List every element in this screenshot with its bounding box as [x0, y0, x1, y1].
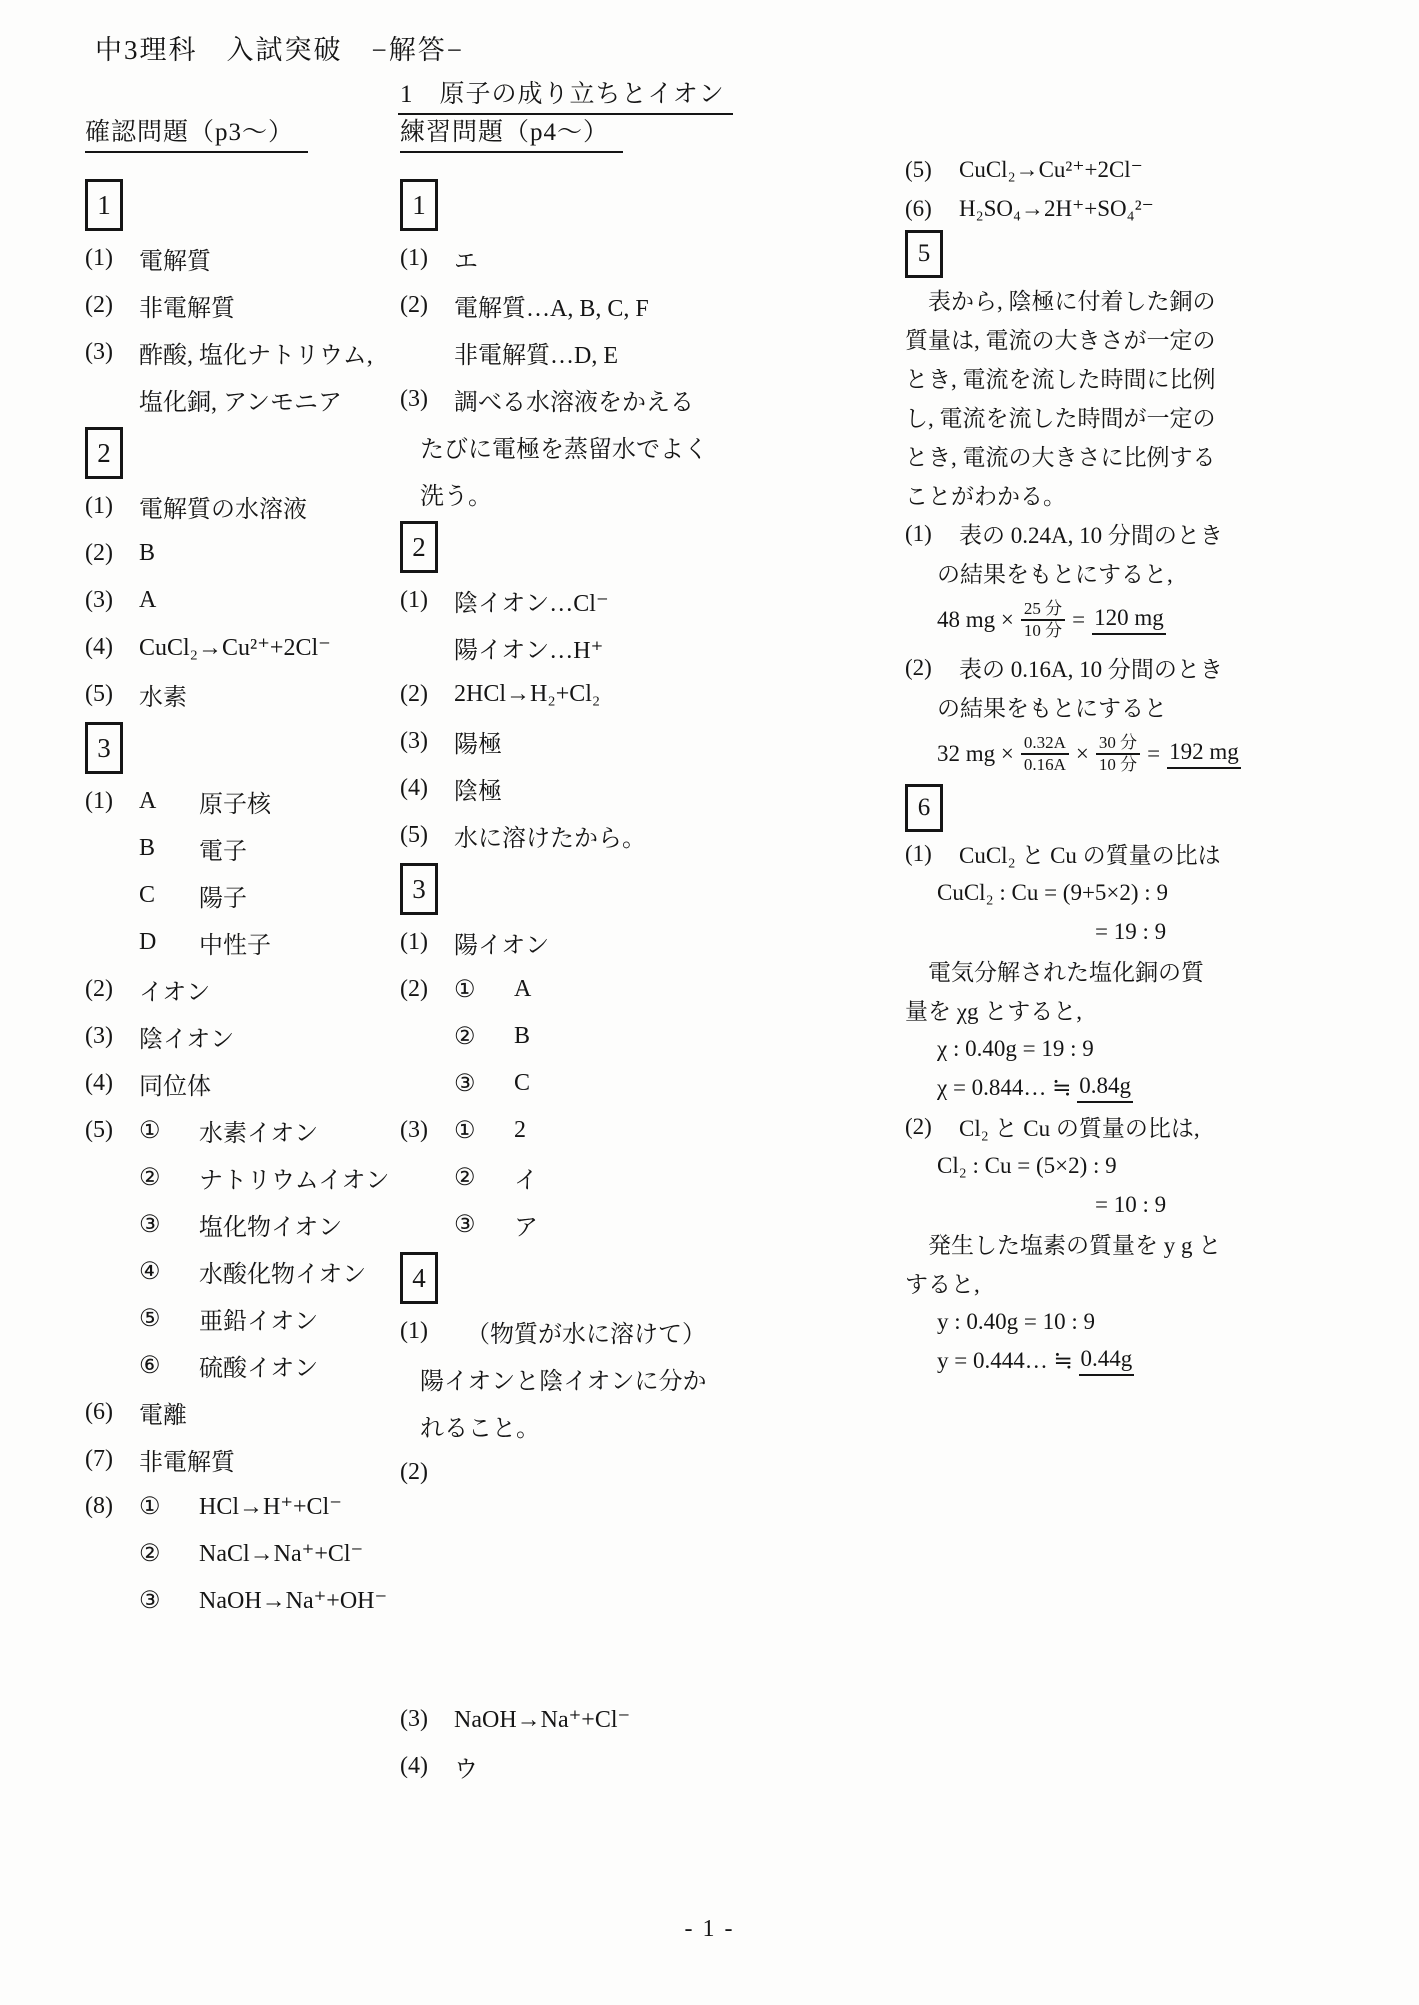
answer-text: 陽イオン…H⁺	[454, 638, 604, 664]
answer-line	[905, 280, 1355, 319]
sub-item-label: ⑤	[139, 1306, 161, 1332]
item-label: (4)	[400, 1753, 428, 1779]
answer-text: 陰イオン	[139, 1027, 235, 1053]
answer-text: 電解質	[139, 249, 211, 275]
fraction-numerator: 25 分	[1021, 599, 1065, 621]
answer-line	[937, 873, 1355, 912]
answer-text: 非電解質…D, E	[454, 343, 618, 369]
answer-line	[400, 577, 730, 624]
answer-line	[85, 282, 405, 329]
item-label: (1)	[400, 929, 428, 955]
fraction-denominator: 10 分	[1023, 621, 1063, 640]
answer-text: 塩化物イオン	[199, 1215, 343, 1241]
sub-item-label: ③	[139, 1212, 161, 1238]
item-label: (3)	[400, 1706, 428, 1732]
problem-number: 5	[905, 230, 943, 278]
answer-text: 表から, 陰極に付着した銅の	[905, 289, 1216, 314]
item-label: (1)	[905, 520, 932, 546]
answer-text: ナトリウムイオン	[199, 1168, 390, 1194]
section-title: 1 原子の成り立ちとイオン	[398, 74, 733, 115]
answer-text: 表の 0.24A, 10 分間のとき	[959, 523, 1223, 548]
sub-item-label: B	[139, 835, 156, 861]
fraction	[1021, 599, 1065, 642]
answer-line	[420, 423, 730, 470]
answer-text: 同位体	[139, 1074, 211, 1100]
answer-line	[400, 919, 730, 966]
answer-text: 陰イオン…Cl⁻	[454, 591, 609, 617]
item-label: (3)	[85, 587, 113, 613]
answer-text: 非電解質	[139, 1450, 235, 1476]
answer-line	[400, 765, 730, 812]
answer-text: = 19 : 9	[1095, 918, 1167, 944]
answer-text: 中性子	[199, 933, 271, 959]
answer-text: NaOH→Na⁺+OH⁻	[199, 1588, 388, 1614]
formula-text: χ = 0.844… ≒	[937, 1074, 1078, 1100]
answer-text: れること。	[420, 1416, 540, 1442]
item-label: (2)	[85, 292, 113, 318]
problem-number: 6	[905, 784, 943, 832]
item-label: (6)	[85, 1399, 113, 1425]
answer-text: Cl₂ : Cu = (5×2) : 9	[937, 1152, 1117, 1178]
document-title: 中3理科 入試突破 −解答−	[95, 35, 464, 65]
problem-number: 3	[400, 863, 438, 915]
sub-item-label: ②	[139, 1541, 161, 1567]
answer-text: CuCl₂→Cu²⁺+2Cl⁻	[139, 635, 331, 661]
answer-line	[85, 235, 405, 282]
problem-number-box	[85, 718, 405, 778]
answer-line	[937, 1146, 1355, 1185]
formula-text: =	[1147, 741, 1161, 766]
item-label: (5)	[905, 156, 932, 182]
item-label: (1)	[85, 493, 113, 519]
problem-number: 1	[85, 179, 123, 231]
answer-line	[905, 990, 1355, 1029]
answer-text: ア	[514, 1215, 538, 1241]
answer-text: イ	[514, 1168, 538, 1194]
answer-line	[1095, 1185, 1355, 1224]
answer-line	[85, 624, 405, 671]
answer-line	[905, 648, 1355, 687]
answer-text: Cl₂ と Cu の質量の比は,	[959, 1116, 1200, 1141]
item-label: (2)	[85, 976, 113, 1002]
answer-line	[454, 329, 730, 376]
item-label: (2)	[400, 292, 428, 318]
answer-line	[85, 1013, 405, 1060]
answer-text: 電解質の水溶液	[139, 497, 307, 523]
sub-item-label: ②	[139, 1165, 161, 1191]
column-body-confirmation	[85, 175, 405, 1624]
answer-text: HCl→H⁺+Cl⁻	[199, 1494, 342, 1520]
answer-line	[400, 1107, 730, 1154]
answer-text: 電気分解された塩化銅の質	[905, 960, 1204, 985]
answer-text: 表の 0.16A, 10 分間のとき	[959, 657, 1223, 682]
answer-text: NaOH→Na⁺+Cl⁻	[454, 1707, 631, 1733]
item-label: (4)	[85, 634, 113, 660]
sub-item-label: ③	[454, 1071, 476, 1097]
page-number: - 1 -	[684, 1916, 735, 1942]
answer-line	[85, 778, 405, 825]
answer-line	[85, 1060, 405, 1107]
fraction-denominator: 10 分	[1098, 755, 1138, 774]
answer-text: 原子核	[199, 792, 271, 818]
answer-text: 水に溶けたから。	[454, 826, 646, 852]
answer-text: 酢酸, 塩化ナトリウム,	[139, 343, 373, 369]
item-label: (1)	[905, 840, 932, 866]
answer-line	[400, 671, 730, 718]
answer-line	[85, 577, 405, 624]
answer-line	[905, 1263, 1355, 1302]
answer-line	[905, 319, 1355, 358]
answer-text: イオン	[139, 980, 211, 1006]
item-label: (3)	[85, 339, 113, 365]
item-label: (5)	[400, 822, 428, 848]
answer-line	[85, 919, 405, 966]
answer-line	[85, 483, 405, 530]
answer-line	[937, 1341, 1355, 1380]
item-label: (2)	[905, 654, 932, 680]
answer-line	[85, 671, 405, 718]
item-label: (2)	[400, 976, 428, 1002]
item-label: (7)	[85, 1446, 113, 1472]
item-label: (2)	[905, 1113, 932, 1139]
answer-line	[400, 966, 730, 1013]
answer-text: 陽極	[454, 732, 502, 758]
item-label: (3)	[400, 386, 428, 412]
answer-text: 電子	[199, 839, 247, 865]
fraction	[1021, 733, 1069, 776]
answer-text: 塩化銅, アンモニア	[139, 390, 343, 416]
answer-text: とき, 電流の大きさに比例する	[905, 445, 1216, 470]
answer-text: 陰極	[454, 779, 502, 805]
item-label: (4)	[400, 775, 428, 801]
answer-line	[85, 966, 405, 1013]
answer-line	[905, 514, 1355, 553]
answer-line	[85, 1483, 405, 1530]
answer-line	[937, 592, 1355, 648]
answer-text: χ : 0.40g = 19 : 9	[937, 1035, 1094, 1061]
item-label: (1)	[400, 1318, 428, 1344]
answer-text: 発生した塩素の質量を y g と	[905, 1233, 1222, 1258]
answer-text: 量を χg とすると,	[905, 999, 1082, 1024]
answer-text: 非電解質	[139, 296, 235, 322]
answer-line	[400, 1060, 730, 1107]
answer-line	[400, 1201, 730, 1248]
answer-text: し, 電流を流した時間が一定の	[905, 406, 1216, 431]
column-practice-problems-continued	[905, 150, 1355, 1380]
answer-text: 水素イオン	[199, 1121, 319, 1147]
answer-line	[905, 475, 1355, 514]
underlined-answer: 0.44g	[1079, 1346, 1135, 1376]
answer-line	[85, 1530, 405, 1577]
problem-number: 2	[400, 521, 438, 573]
answer-text: ウ	[454, 1757, 478, 1783]
answer-text: y : 0.40g = 10 : 9	[937, 1308, 1096, 1334]
answer-text: とき, 電流を流した時間に比例	[905, 367, 1216, 392]
fraction-denominator: 0.16A	[1023, 755, 1066, 774]
answer-line	[85, 1248, 405, 1295]
formula-text: =	[1072, 607, 1086, 632]
formula-text: y = 0.444… ≒	[937, 1347, 1079, 1373]
answer-text: 陽イオンと陰イオンに分か	[420, 1369, 707, 1395]
answer-line	[85, 1389, 405, 1436]
answer-line	[85, 1295, 405, 1342]
problem-number-box	[905, 782, 1355, 834]
answer-line	[1095, 912, 1355, 951]
item-label: (2)	[400, 681, 428, 707]
answer-text: A	[139, 587, 157, 613]
answer-line	[905, 150, 1355, 189]
problem-number-box	[400, 1248, 730, 1308]
column-practice-problems	[400, 112, 730, 1790]
column-gap	[400, 1496, 730, 1696]
answer-line	[400, 1154, 730, 1201]
fraction	[1096, 733, 1140, 776]
answer-line	[400, 1449, 730, 1496]
problem-number: 4	[400, 1252, 438, 1304]
answer-text: B	[514, 1023, 531, 1049]
answer-line	[85, 1577, 405, 1624]
item-label: (5)	[85, 1117, 113, 1143]
sub-item-label: D	[139, 929, 157, 955]
item-label: (2)	[400, 1459, 428, 1485]
item-label: (1)	[400, 245, 428, 271]
answer-text: （物質が水に溶けて）	[454, 1322, 706, 1348]
answer-text: すると,	[905, 1272, 980, 1297]
answer-text: 洗う。	[420, 484, 492, 510]
problem-number-box	[400, 517, 730, 577]
answer-line	[400, 376, 730, 423]
problem-number-box	[400, 175, 730, 235]
sub-item-label: ①	[139, 1118, 161, 1144]
answer-line	[85, 1154, 405, 1201]
answer-line	[85, 1436, 405, 1483]
sub-item-label: ②	[454, 1024, 476, 1050]
answer-text: 亜鉛イオン	[199, 1309, 319, 1335]
answer-line	[420, 1355, 730, 1402]
answer-line	[937, 1068, 1355, 1107]
answer-line	[139, 376, 405, 423]
answer-text: 電離	[139, 1403, 187, 1429]
answer-line	[937, 687, 1355, 726]
answer-line	[454, 624, 730, 671]
fraction-numerator: 30 分	[1096, 733, 1140, 755]
sub-item-label: ③	[454, 1212, 476, 1238]
answer-line	[400, 812, 730, 859]
answer-line	[905, 834, 1355, 873]
item-label: (1)	[85, 245, 113, 271]
answer-line	[85, 1342, 405, 1389]
answer-text: 2HCl→H₂+Cl₂	[454, 681, 601, 707]
sub-item-label: ①	[139, 1494, 161, 1520]
answer-line	[937, 1029, 1355, 1068]
underlined-answer: 120 mg	[1092, 605, 1166, 635]
sub-item-label: A	[139, 788, 157, 814]
problem-number-box	[85, 175, 405, 235]
formula-text: ×	[1075, 741, 1089, 766]
item-label: (3)	[85, 1023, 113, 1049]
answer-text: ことがわかる。	[905, 484, 1066, 509]
sub-item-label: ①	[454, 1118, 476, 1144]
answer-line	[937, 553, 1355, 592]
fraction-numerator: 0.32A	[1021, 733, 1069, 755]
answer-line	[400, 282, 730, 329]
underlined-answer: 192 mg	[1167, 739, 1241, 769]
answer-line	[400, 1696, 730, 1743]
answer-line	[85, 1201, 405, 1248]
item-label: (8)	[85, 1493, 113, 1519]
item-label: (5)	[85, 681, 113, 707]
sub-item-label: ③	[139, 1588, 161, 1614]
problem-number: 1	[400, 179, 438, 231]
answer-line	[905, 397, 1355, 436]
answer-text: = 10 : 9	[1095, 1191, 1167, 1217]
item-label: (6)	[905, 195, 932, 221]
answer-text: NaCl→Na⁺+Cl⁻	[199, 1541, 364, 1567]
answer-line	[905, 1224, 1355, 1263]
column-confirmation-problems	[85, 112, 405, 1624]
answer-line	[905, 189, 1355, 228]
column-body-practice	[400, 175, 730, 1790]
column-body-practice-continued	[905, 150, 1355, 1380]
answer-line	[85, 530, 405, 577]
problem-number-box	[905, 228, 1355, 280]
column-heading-confirmation: 確認問題（p3〜）	[85, 112, 308, 153]
answer-line	[420, 1402, 730, 1449]
answer-text: H₂SO₄→2H⁺+SO₄²⁻	[959, 195, 1154, 221]
answer-line	[937, 1302, 1355, 1341]
answer-line	[85, 1107, 405, 1154]
answer-line	[905, 951, 1355, 990]
answer-text: エ	[454, 249, 478, 275]
answer-text: 電解質…A, B, C, F	[454, 296, 649, 322]
answer-line	[905, 1107, 1355, 1146]
answer-line	[400, 1013, 730, 1060]
answer-text: 水素	[139, 685, 187, 711]
item-label: (3)	[400, 728, 428, 754]
sub-item-label: ⑥	[139, 1353, 161, 1379]
sub-item-label: C	[139, 882, 156, 908]
answer-line	[85, 825, 405, 872]
answer-text: の結果をもとにすると,	[937, 562, 1173, 587]
answer-text: の結果をもとにすると	[937, 696, 1167, 721]
answer-text: 調べる水溶液をかえる	[454, 390, 694, 416]
problem-number: 3	[85, 722, 123, 774]
sub-item-label: ②	[454, 1165, 476, 1191]
answer-text: 2	[514, 1117, 526, 1143]
answer-text: CuCl₂ と Cu の質量の比は	[959, 843, 1221, 868]
problem-number-box	[400, 859, 730, 919]
formula-text: 32 mg ×	[937, 741, 1014, 766]
underlined-answer: 0.84g	[1077, 1073, 1133, 1103]
item-label: (3)	[400, 1117, 428, 1143]
answer-text: CuCl₂→Cu²⁺+2Cl⁻	[959, 156, 1143, 182]
answer-text: CuCl₂ : Cu = (9+5×2) : 9	[937, 879, 1168, 905]
answer-text: 硫酸イオン	[199, 1356, 319, 1382]
answer-text: C	[514, 1070, 531, 1096]
answer-line	[905, 358, 1355, 397]
answer-text: 陽イオン	[454, 933, 550, 959]
answer-text: A	[514, 976, 532, 1002]
answer-text: 陽子	[199, 886, 247, 912]
column-heading-practice: 練習問題（p4〜）	[400, 112, 623, 153]
answer-line	[400, 1308, 730, 1355]
problem-number: 2	[85, 427, 123, 479]
sub-item-label: ④	[139, 1259, 161, 1285]
answer-line	[85, 872, 405, 919]
answer-text: 水酸化物イオン	[199, 1262, 367, 1288]
answer-line	[400, 718, 730, 765]
answer-line	[400, 235, 730, 282]
answer-line	[400, 1743, 730, 1790]
answer-text: 質量は, 電流の大きさが一定の	[905, 328, 1216, 353]
problem-number-box	[85, 423, 405, 483]
answer-line	[905, 436, 1355, 475]
item-label: (1)	[85, 788, 113, 814]
formula-text: 48 mg ×	[937, 607, 1014, 632]
item-label: (1)	[400, 587, 428, 613]
sub-item-label: ①	[454, 977, 476, 1003]
item-label: (2)	[85, 540, 113, 566]
answer-line	[937, 726, 1355, 782]
answer-line	[85, 329, 405, 376]
item-label: (4)	[85, 1070, 113, 1096]
answer-line	[420, 470, 730, 517]
answer-text: B	[139, 540, 156, 566]
answer-text: たびに電極を蒸留水でよく	[420, 437, 708, 463]
